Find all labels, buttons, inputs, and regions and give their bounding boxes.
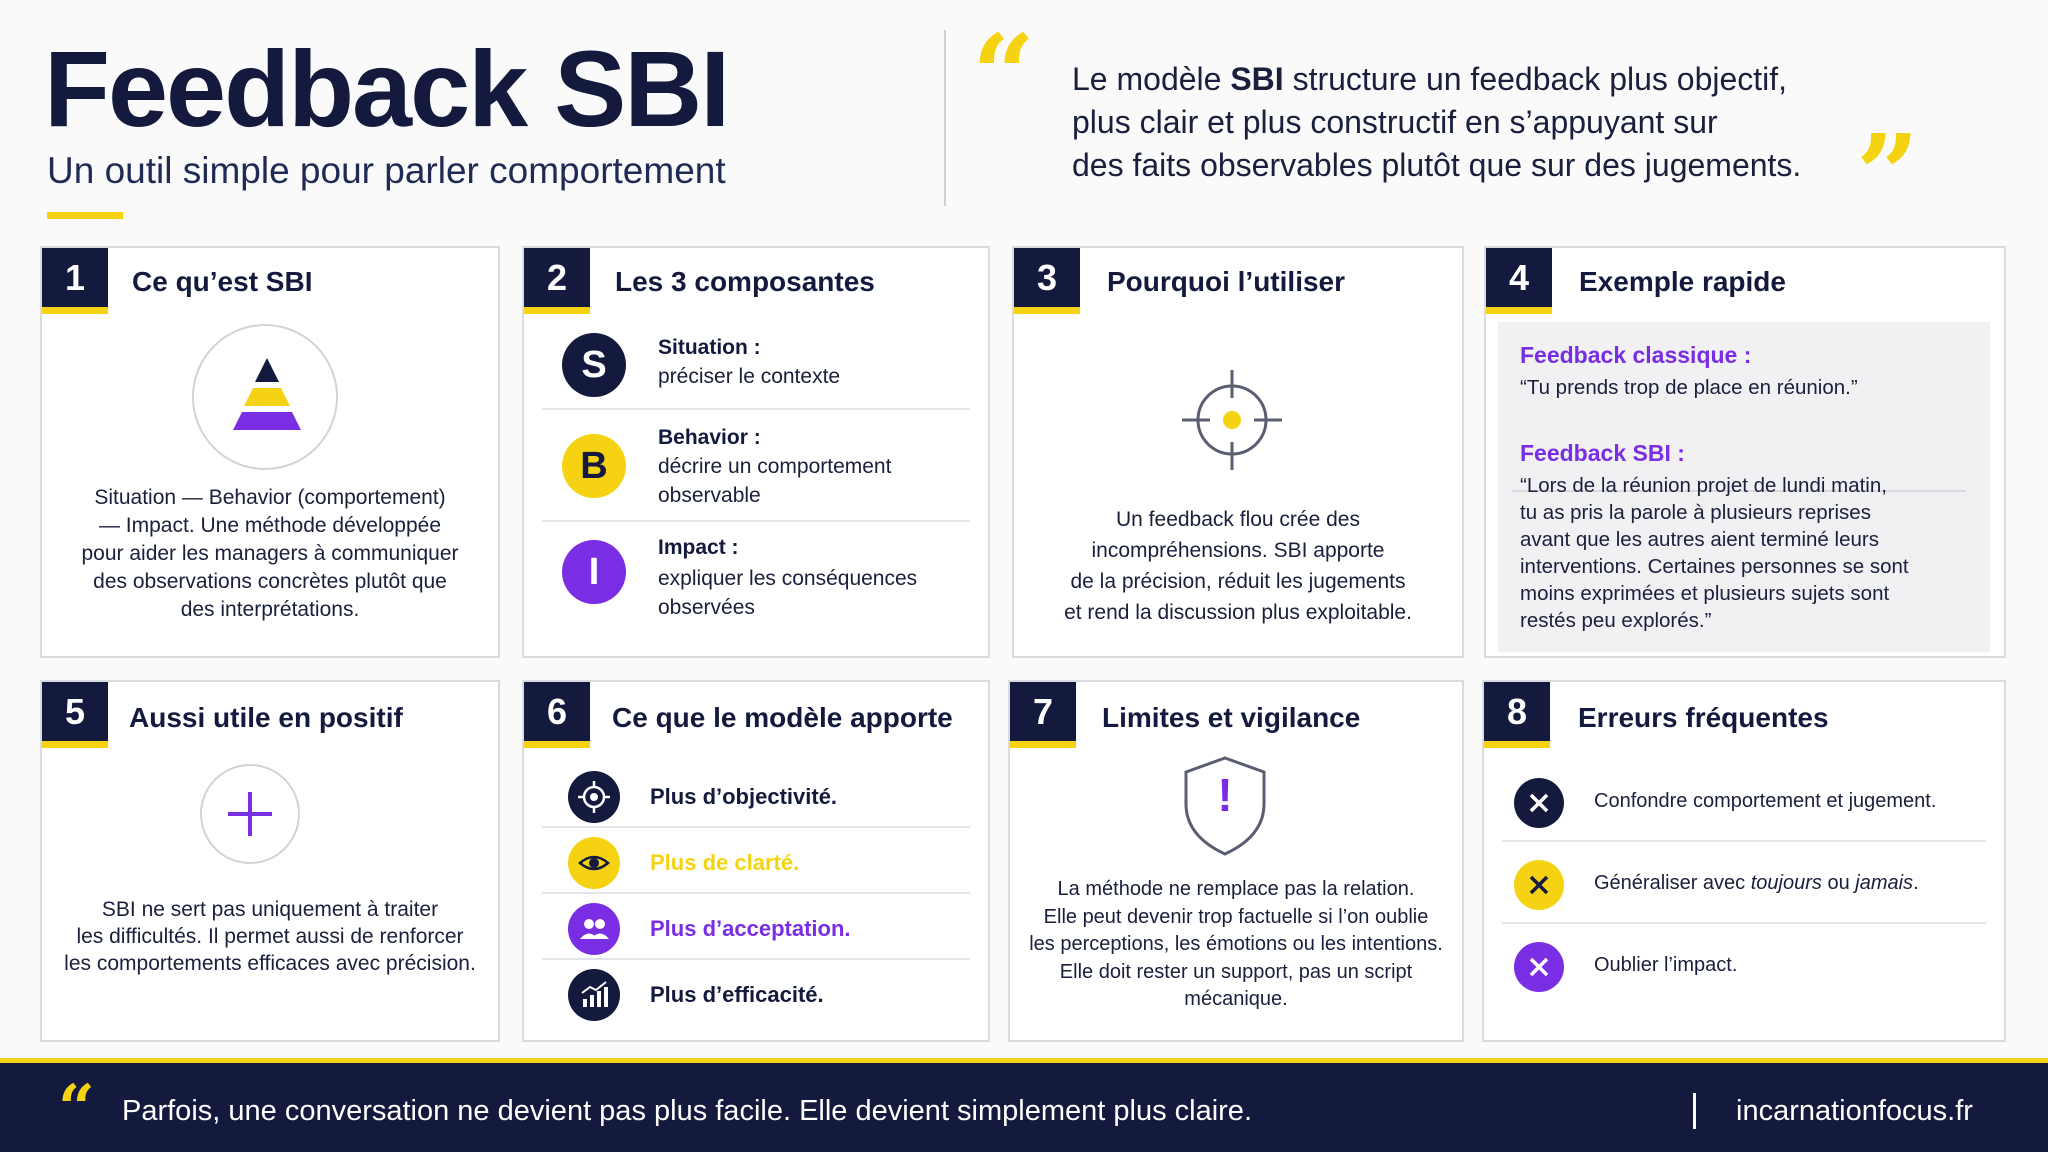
card-les-3-composantes xyxy=(522,246,990,658)
x-icon xyxy=(1514,778,1564,828)
header-quote xyxy=(1072,58,1852,187)
card-title: Exemple rapide xyxy=(1579,266,1786,297)
component-situation xyxy=(542,320,970,410)
plus-icon xyxy=(200,764,300,864)
card-aussi-utile-en-positif xyxy=(40,680,500,1042)
component-desc: décrire un comportement observable xyxy=(658,455,892,507)
letter-s-icon: S xyxy=(562,333,626,397)
benefit-label: Plus d’acceptation. xyxy=(650,916,851,941)
target-icon xyxy=(1172,360,1292,480)
card-number: 6 xyxy=(524,682,590,748)
card-number: 5 xyxy=(42,682,108,748)
component-behavior xyxy=(542,412,970,522)
quote-open-icon: “ xyxy=(972,10,1036,139)
component-desc: expliquer les conséquences observées xyxy=(658,567,918,619)
sbi-feedback-label: Feedback SBI : xyxy=(1520,440,1685,466)
title-underline xyxy=(47,212,123,219)
people-icon xyxy=(568,903,620,955)
card-body: Un feedback flou crée des incompréhensions. SBI apporte de la précision, réduit les jugements et rend la discussion plus exploitable. xyxy=(1064,508,1412,624)
error-item xyxy=(1502,762,1986,842)
card-title: Ce qu’est SBI xyxy=(132,266,313,297)
error-item xyxy=(1502,844,1986,924)
error-label: Confondre comportement et jugement. xyxy=(1594,790,1937,812)
component-impact xyxy=(542,524,970,644)
letter-b-icon: B xyxy=(562,434,626,498)
header-divider xyxy=(944,30,946,206)
error-item xyxy=(1502,926,1986,1006)
component-title: Situation : xyxy=(658,336,761,359)
error-label: Oublier l’impact. xyxy=(1594,954,1738,976)
card-title: Limites et vigilance xyxy=(1102,702,1361,733)
card-number: 7 xyxy=(1010,682,1076,748)
footer xyxy=(0,1058,2048,1152)
card-title: Erreurs fréquentes xyxy=(1578,702,1829,733)
card-ce-quest-sbi xyxy=(40,246,500,658)
shield-warning-icon xyxy=(1180,754,1270,858)
card-number: 8 xyxy=(1484,682,1550,748)
quote-close-icon: ” xyxy=(1856,110,1920,239)
letter-i-icon: I xyxy=(562,540,626,604)
example-box xyxy=(1498,322,1990,652)
classic-feedback-label: Feedback classique : xyxy=(1520,342,1752,368)
card-title: Aussi utile en positif xyxy=(129,702,403,733)
footer-website-link[interactable]: incarnationfocus.fr xyxy=(1736,1095,1973,1127)
card-exemple-rapide xyxy=(1484,246,2006,658)
footer-quote-icon: “ xyxy=(58,1071,95,1146)
benefit-efficacite xyxy=(542,960,970,1026)
card-erreurs-frequentes xyxy=(1482,680,2006,1042)
card-number: 2 xyxy=(524,248,590,314)
benefit-clarte xyxy=(542,828,970,894)
benefit-label: Plus de clarté. xyxy=(650,850,800,875)
card-body: Situation — Behavior (comportement) — Impact. Une méthode développée pour aider les managers à communiquer des observations concrètes plutôt que des interprétations. xyxy=(81,486,459,621)
sbi-feedback-text: “Lors de la réunion projet de lundi matin, tu as pris la parole à plusieurs reprises avant que les autres aient terminé leurs interventions. Certaines personnes se sont moins exprimées et plusieurs sujets sont restés peu explorés.” xyxy=(1520,474,1909,632)
component-title: Impact : xyxy=(658,536,739,559)
x-icon xyxy=(1514,860,1564,910)
benefit-label: Plus d’efficacité. xyxy=(650,982,824,1007)
x-icon xyxy=(1514,942,1564,992)
benefit-label: Plus d’objectivité. xyxy=(650,784,838,809)
quote-line-2: plus clair et plus constructif en s’appuyant sur xyxy=(1072,104,1718,140)
classic-feedback-text: “Tu prends trop de place en réunion.” xyxy=(1520,376,1858,399)
growth-chart-icon xyxy=(568,969,620,1021)
card-ce-que-le-modele-apporte xyxy=(522,680,990,1042)
card-pourquoi-lutiliser xyxy=(1012,246,1464,658)
footer-divider xyxy=(1693,1093,1696,1129)
card-title: Pourquoi l’utiliser xyxy=(1107,266,1346,297)
card-number: 1 xyxy=(42,248,108,314)
footer-quote-text: Parfois, une conversation ne devient pas plus facile. Elle devient simplement plus claire. xyxy=(122,1095,1252,1127)
error-label: Généraliser avec toujours ou jamais. xyxy=(1594,872,1919,894)
page-title: Feedback SBI xyxy=(44,28,729,149)
target-icon xyxy=(568,771,620,823)
component-title: Behavior : xyxy=(658,426,761,449)
benefit-objectivite xyxy=(542,762,970,828)
card-limites-et-vigilance xyxy=(1008,680,1464,1042)
pyramid-icon xyxy=(192,324,338,470)
card-number: 3 xyxy=(1014,248,1080,314)
eye-icon xyxy=(568,837,620,889)
card-body: La méthode ne remplace pas la relation. Elle peut devenir trop factuelle si l’on oublie les perceptions, les émotions ou les intentions. Elle doit rester un support, pas un script mécanique. xyxy=(1029,878,1443,1010)
component-desc: préciser le contexte xyxy=(658,365,841,388)
page-subtitle: Un outil simple pour parler comportement xyxy=(47,150,726,191)
card-number: 4 xyxy=(1486,248,1552,314)
quote-line-3: des faits observables plutôt que sur des jugements. xyxy=(1072,147,1802,183)
benefit-acceptation xyxy=(542,894,970,960)
card-body: SBI ne sert pas uniquement à traiter les difficultés. Il permet aussi de renforcer les comportements efficaces avec précision. xyxy=(64,898,476,975)
warning-mark: ! xyxy=(1217,769,1233,821)
card-title: Ce que le modèle apporte xyxy=(612,702,953,733)
quote-line-1: Le modèle SBI structure un feedback plus objectif, xyxy=(1072,61,1788,97)
card-title: Les 3 composantes xyxy=(615,266,875,297)
